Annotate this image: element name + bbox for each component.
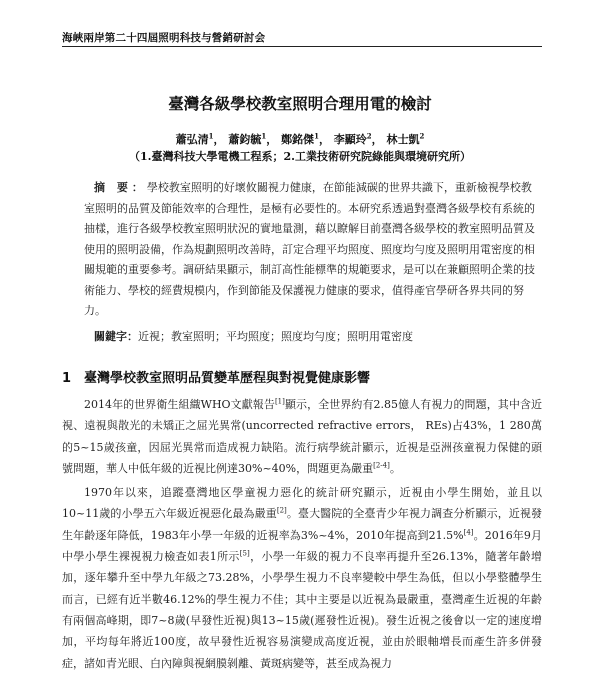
header-rule: [62, 46, 542, 47]
citation-ref: [5]: [239, 549, 250, 558]
author-affiliation-mark: 2: [419, 131, 425, 141]
abstract: [84, 178, 536, 322]
author-name: 蕭弘清: [175, 133, 209, 146]
running-header: 海峽兩岸第二十四屆照明科技与營銷研討会: [62, 32, 266, 44]
citation-ref: [1]: [274, 397, 285, 406]
keywords: [84, 327, 536, 347]
section-number: 1: [62, 371, 72, 386]
section-body: [62, 394, 542, 674]
citation-ref: [2-4]: [373, 461, 390, 470]
author-name: 鄭銘傑: [281, 133, 315, 146]
affiliation: （1.臺灣科技大學電機工程系；2.工業技術研究院綠能與環境研究所）: [129, 150, 471, 163]
author-list: 蕭弘清$^1$， 蕭鈞毓$^1$， 鄭銘傑$^1$， 李顯玲$^2$， 林士凱$^2$: [175, 131, 425, 146]
author-affiliation-mark: 1: [261, 131, 267, 141]
author-name: 蕭鈞毓: [228, 133, 262, 146]
author-affiliation-mark: 1: [208, 131, 214, 141]
keywords-label: 關鍵字：: [94, 330, 138, 343]
body-paragraph: 1970年以來，追蹤臺灣地区學童視力惡化的統計研究顯示，近視由小學生開始，並且以10~11歲的小學五六年級近視惡化最為嚴重[2]。臺大醫院的全臺青少年視力調查分析顯示，近視發生年齡逐年降低，1983年小學一年級的近視率為3%~4%，2010年提高到21.5%[4]。2016年9月中學小學生裸視視力檢查如表1所示[5]，小學一年級的視力不良率再提升至26.13%，隨著年齡增加，逐年攀升至中學九年級之73.28%，小學學生視力不良率變較中學生為低，但以小學整體學生而言，已經有近半數46.12%的學生視力不佳；其中主要是以近視為最嚴重，臺灣產生近視的年齡有兩個高峰期，即7~8歲(早發性近視)與13~15歲(遲發性近視)。發生近視之後會以一定的速度增加，平均每年將近100度，故早發性近視容易演變成高度近視，並由於眼軸增長而產生許多併發症，諸如青光眼、白內障與視網膜剝離、黃斑病變等，甚至成為視力: [62, 486, 542, 670]
author-affiliation-mark: 2: [366, 131, 372, 141]
author-name: 林士凱: [386, 133, 420, 146]
citation-ref: [4]: [463, 528, 474, 537]
section-heading: [62, 367, 370, 386]
author-name: 李顯玲: [333, 133, 367, 146]
body-paragraph: 2014年的世界衛生組織WHO文獻報告[1]顯示，全世界約有2.85億人有視力的問題，其中含近視、遠視與散光的未矯正之屈光異常(uncorrected refractive errors， REs)占43%，1 280萬的5~15歲孩童，因屈光異常而造成視力缺陷。流行病學統計顯示，近視是亞洲孩童視力保健的頭號問題，華人中低年級的近視比例達30%~40%，問題更為嚴重[2-4]。: [62, 397, 542, 475]
keywords-text: 近視；教室照明；平均照度；照度均勻度；照明用電密度: [138, 330, 413, 343]
section-title: 臺灣學校教室照明品質變革歷程與對視覺健康影響: [84, 371, 371, 386]
paper-title: 臺灣各級學校教室照明合理用電的檢討: [168, 94, 432, 113]
citation-ref: [2]: [276, 506, 287, 515]
abstract-label: 摘 要：: [94, 181, 147, 194]
abstract-text: 學校教室照明的好壞攸關視力健康，在節能減碳的世界共識下，重新檢視學校教室照明的品質及節能效率的合理性，是極有必要性的。本研究系透過對臺灣各級學校有系統的抽樣，進行各級學校教室照明狀況的實地量測，藉以瞭解目前臺灣各級學校的教室照明品質及使用的照明設備，作為規劃照明改善時，訂定合理平均照度、照度均勻度及照明用電密度的相關規範的重要參考。調研結果顯示，制訂高性能標準的規範要求，是可以在兼顧照明企業的技術能力、學校的經費規模内，作到節能及保護視力健康的要求，值得產官學研各界共同的努力。: [84, 181, 535, 317]
author-affiliation-mark: 1: [314, 131, 319, 141]
